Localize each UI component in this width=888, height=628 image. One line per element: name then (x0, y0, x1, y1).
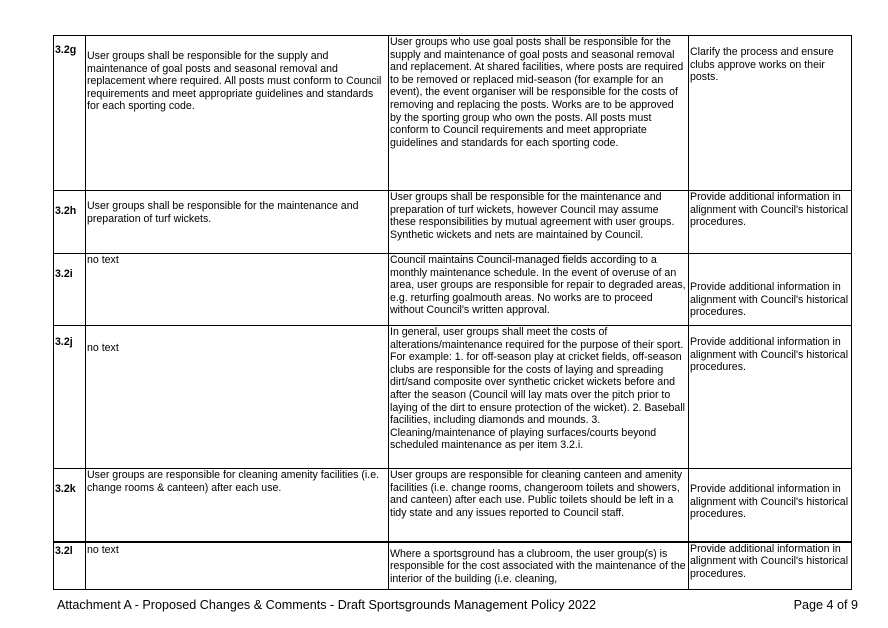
row-number: 3.2l (54, 542, 86, 590)
table-row (54, 36, 852, 191)
comment-cell: Provide additional information in alignment with Council's historical procedures. (689, 542, 852, 590)
table-row (54, 326, 852, 469)
comment-cell: Provide additional information in alignment with Council's historical procedures. (689, 326, 852, 469)
current-text-cell: no text (86, 542, 389, 590)
footer-document-title: Attachment A - Proposed Changes & Comments - Draft Sportsgrounds Management Policy 2022 (57, 598, 597, 612)
proposed-text-cell: User groups shall be responsible for the maintenance and preparation of turf wickets, however Council may assume these responsibilities by mutual agreement with user groups. Synthetic wickets and nets are maintained by Council. (389, 191, 689, 254)
comment-cell: Provide additional information in alignment with Council's historical procedures. (689, 191, 852, 254)
proposed-text-cell: In general, user groups shall meet the costs of alterations/maintenance required for the purpose of their sport. For example: 1. for off-season play at cricket fields, off-season clubs are responsible for the costs of laying and spreading dirt/sand composite over synthetic cricket wickets before and after the season (Council will lay mats over the pitch prior to laying of the dirt to ensure protection of the wicket). 2. Baseball facilities, including diamonds and mounds. 3. Cleaning/maintenance of playing surfaces/courts beyond scheduled maintenance as per item 3.2.i. (389, 326, 689, 469)
row-number: 3.2h (54, 191, 86, 254)
comment-cell: Provide additional information in alignment with Council's historical procedures. (689, 469, 852, 542)
table-row (54, 191, 852, 254)
current-text-cell: User groups are responsible for cleaning amenity facilities (i.e. change rooms & canteen) after each use. (86, 469, 389, 542)
proposed-text-cell: User groups who use goal posts shall be responsible for the supply and maintenance of goal posts and seasonal removal and replacement. At shared facilities, where posts are required to be removed or replaced mid-season (for example for an event), the event organiser will be responsible for the costs of removing and replacing the posts. Works are to be approved by the sporting group who own the posts. All posts must conform to Council requirements and meet appropriate guidelines and standards for each sporting code. (389, 36, 689, 191)
current-text-cell: User groups shall be responsible for the supply and maintenance of goal posts and seasonal removal and replacement where required. All posts must conform to Council requirements and meet appropriate guidelines and standards for each sporting code. (86, 36, 389, 191)
footer-page-number: Page 4 of 9 (793, 598, 858, 612)
proposed-text-cell: User groups are responsible for cleaning canteen and amenity facilities (i.e. change rooms, changeroom toilets and showers, and canteen) after each use. Public toilets should be left in a tidy state and any issues reported to Council staff. (389, 469, 689, 542)
table-row (54, 254, 852, 326)
table-row (54, 469, 852, 542)
policy-table (53, 35, 852, 590)
row-number: 3.2g (54, 36, 86, 191)
row-number: 3.2k (54, 469, 86, 542)
comment-cell: Provide additional information in alignment with Council's historical procedures. (689, 254, 852, 326)
current-text-cell: no text (86, 326, 389, 469)
proposed-text-cell: Council maintains Council-managed fields according to a monthly maintenance schedule. In the event of overuse of an area, user groups are responsible for repair to degraded areas, e.g. returfing goalmouth areas. No works are to proceed without Council's written approval. (389, 254, 689, 326)
row-number: 3.2j (54, 326, 86, 469)
proposed-text-cell: Where a sportsground has a clubroom, the user group(s) is responsible for the cost associated with the maintenance of the interior of the building (i.e. cleaning, (389, 542, 689, 590)
comment-cell: Clarify the process and ensure clubs approve works on their posts. (689, 36, 852, 191)
row-number: 3.2i (54, 254, 86, 326)
current-text-cell: User groups shall be responsible for the maintenance and preparation of turf wickets. (86, 191, 389, 254)
current-text-cell: no text (86, 254, 389, 326)
table-row (54, 542, 852, 590)
